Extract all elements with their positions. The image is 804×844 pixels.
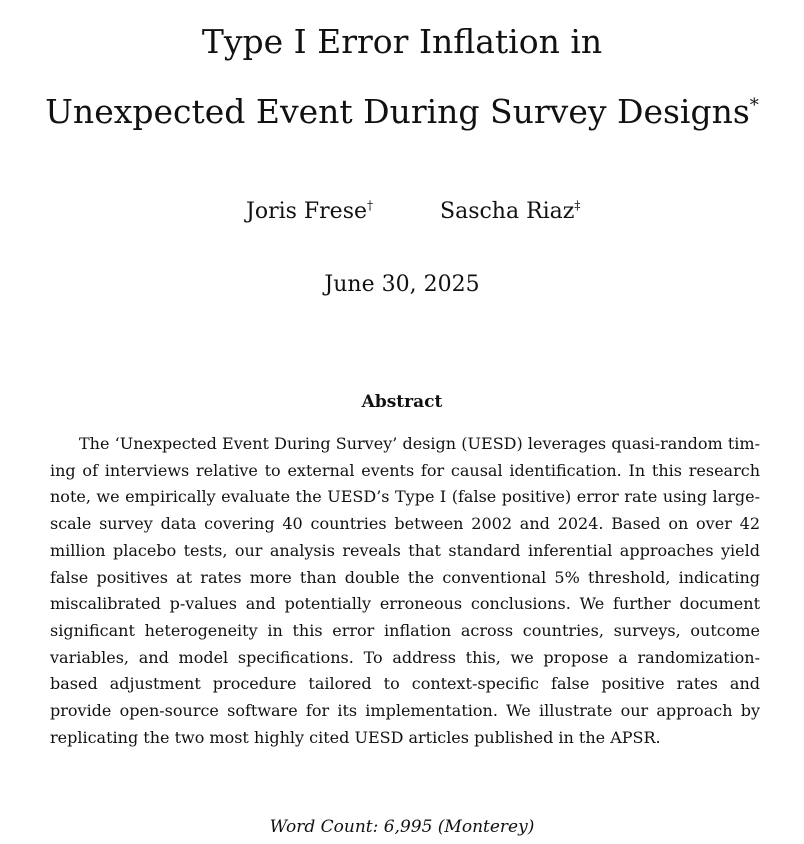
title-footnote-mark: *: [749, 95, 759, 116]
author-1: [246, 197, 373, 227]
author-2-name: Sascha Riaz: [440, 199, 575, 224]
word-count: Word Count: 6,995 (Monterey): [269, 817, 535, 837]
author-1-name: Joris Frese: [246, 199, 368, 224]
paper-title-line-2: [0, 92, 804, 132]
abstract-heading: Abstract: [361, 392, 443, 412]
paper-title-line-2-text: Unexpected Event During Survey Designs: [45, 92, 750, 131]
author-1-footnote-mark: †: [367, 198, 374, 213]
author-2: [440, 197, 580, 227]
author-2-footnote-mark: ‡: [574, 198, 581, 213]
paper-title-line-1: [0, 22, 804, 62]
paper-date: June 30, 2025: [324, 272, 480, 297]
paper-title-line-1-text: Type I Error Inflation in: [201, 22, 603, 61]
abstract-body: The ‘Unexpected Event During Survey’ design (UESD) leverages quasi-random timing of interviews relative to external events for causal identification. In this research note, we empirically evaluate the UESD’s Type I (false positive) error rate using largescale survey data covering 40 countries between 2002 and 2024. Based on over 42 million placebo tests, our analysis reveals that standard inferential approaches yield false positives at rates more than double the conventional 5% threshold, indicating miscalibrated p-values and potentially erroneous conclusions. We further document significant heterogeneity in this error inflation across countries, surveys, outcome variables, and model specifications. To address this, we propose a randomization-based adjustment procedure tailored to context-specific false positive rates and provide open-source software for its implementation. We illustrate our approach by replicating the two most highly cited UESD articles published in the APSR.: [50, 434, 760, 747]
